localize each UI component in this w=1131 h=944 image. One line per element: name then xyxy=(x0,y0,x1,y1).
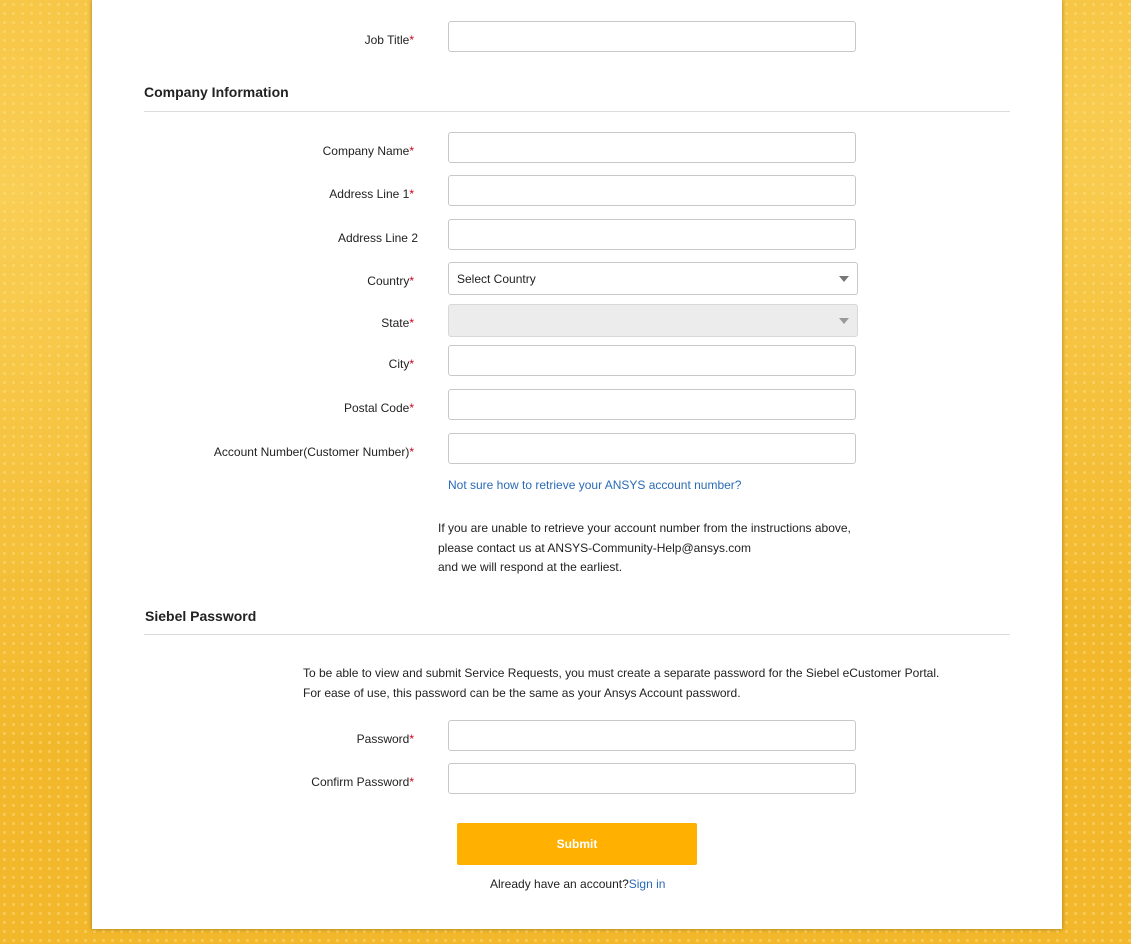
account-number-input[interactable] xyxy=(448,433,856,464)
account-note-line: and we will respond at the earliest. xyxy=(438,560,623,574)
required-marker: * xyxy=(409,775,414,789)
address-line-1-input[interactable] xyxy=(448,175,856,206)
state-select xyxy=(448,304,858,337)
city-input[interactable] xyxy=(448,345,856,376)
siebel-password-heading: Siebel Password xyxy=(145,608,257,624)
password-label: Password* xyxy=(356,732,414,746)
chevron-down-icon xyxy=(839,276,849,282)
required-marker: * xyxy=(409,732,414,746)
account-note-line: If you are unable to retrieve your account number from the instructions above, xyxy=(438,521,851,535)
account-number-help-link[interactable]: Not sure how to retrieve your ANSYS account number? xyxy=(448,478,742,492)
password-input[interactable] xyxy=(448,720,856,751)
chevron-down-icon xyxy=(839,318,849,324)
address-line-2-input[interactable] xyxy=(448,219,856,250)
job-title-input[interactable] xyxy=(448,21,856,52)
postal-code-input[interactable] xyxy=(448,389,856,420)
company-name-label: Company Name* xyxy=(322,144,414,158)
country-label: Country* xyxy=(367,274,414,288)
required-marker: * xyxy=(409,33,414,47)
required-marker: * xyxy=(409,316,414,330)
country-select[interactable] xyxy=(448,262,858,295)
section-divider xyxy=(144,111,1010,112)
required-marker: * xyxy=(409,401,414,415)
sign-in-link[interactable]: Sign in xyxy=(628,877,666,891)
country-select-value: Select Country xyxy=(457,272,536,286)
address-line-2-label: Address Line 2 xyxy=(337,231,418,245)
required-marker: * xyxy=(409,144,414,158)
registration-form-card xyxy=(92,0,1062,929)
signin-row xyxy=(490,877,665,891)
account-number-label: Account Number(Customer Number)* xyxy=(213,445,414,459)
siebel-note-line: To be able to view and submit Service Requests, you must create a separate password for the Siebel eCustomer Portal. xyxy=(303,666,940,680)
siebel-note-line: For ease of use, this password can be the same as your Ansys Account password. xyxy=(303,685,741,700)
account-number-note xyxy=(438,519,851,578)
siebel-password-note xyxy=(303,664,939,703)
city-label: City* xyxy=(388,357,414,371)
postal-code-label: Postal Code* xyxy=(343,401,414,415)
submit-button[interactable]: Submit xyxy=(457,823,697,865)
required-marker: * xyxy=(409,357,414,371)
company-name-input[interactable] xyxy=(448,132,856,163)
company-information-heading: Company Information xyxy=(144,84,289,100)
job-title-label: Job Title* xyxy=(364,33,414,47)
confirm-password-input[interactable] xyxy=(448,763,856,794)
required-marker: * xyxy=(409,445,414,459)
state-label: State* xyxy=(381,316,414,330)
confirm-password-label: Confirm Password* xyxy=(311,775,414,789)
required-marker: * xyxy=(409,187,414,201)
address-line-1-label: Address Line 1* xyxy=(329,187,414,201)
account-note-line: please contact us at ANSYS-Community-Help@ansys.com xyxy=(438,540,751,555)
section-divider xyxy=(144,634,1010,635)
signin-prompt: Already have an account? xyxy=(490,877,629,891)
required-marker: * xyxy=(409,274,414,288)
